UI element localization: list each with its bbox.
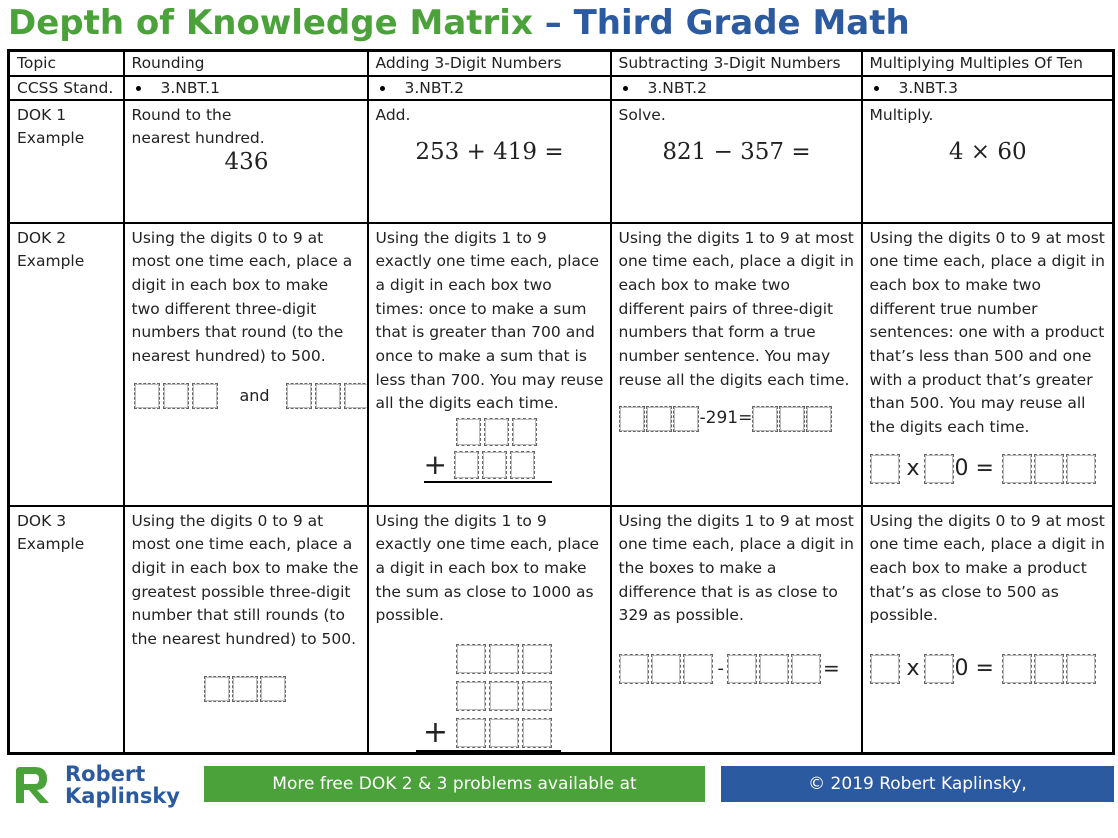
answer-box[interactable] — [489, 681, 519, 711]
plus-sign: + — [422, 715, 449, 751]
plus-sign: + — [423, 448, 447, 482]
answer-box[interactable] — [456, 418, 481, 446]
answer-box[interactable] — [791, 654, 821, 684]
dok2-rounding-cell: Using the digits 0 to 9 at most one time each, place a digit in each box to make two different three-digit numbers that round (to the nearest hundred) to 500. and — [124, 223, 368, 506]
answer-box[interactable] — [1002, 454, 1032, 484]
answer-box[interactable] — [673, 406, 699, 432]
answer-boxes: x 0 = — [870, 454, 1107, 484]
table-row — [9, 76, 1114, 100]
standard-cell: 3.NBT.3 — [862, 76, 1114, 100]
answer-box[interactable] — [232, 676, 258, 702]
table-row — [9, 223, 1114, 506]
answer-box[interactable] — [619, 654, 649, 684]
answer-box[interactable] — [651, 654, 681, 684]
answer-box[interactable] — [1034, 454, 1064, 484]
answer-box[interactable] — [1034, 654, 1064, 684]
addition-stack — [424, 418, 604, 483]
table-row — [9, 506, 1114, 754]
answer-box[interactable] — [924, 454, 954, 484]
openmiddle-promo-link[interactable]: More free DOK 2 & 3 problems available at openmiddle.com — [204, 766, 705, 802]
bullet-icon — [380, 86, 385, 91]
title-grade: Third Grade Math — [573, 3, 910, 43]
dok1-multiplying-cell: Multiply. 4 × 60 — [862, 100, 1114, 223]
dok1-adding-expression: 253 + 419 = — [415, 139, 564, 166]
dok3-label: DOK 3 Example — [9, 506, 124, 754]
answer-box[interactable] — [484, 418, 509, 446]
standard-cell: 3.NBT.2 — [611, 76, 862, 100]
column-header-subtracting: Subtracting 3-Digit Numbers — [611, 51, 862, 76]
answer-boxes: and — [134, 383, 361, 409]
dok3-subtracting-cell: Using the digits 1 to 9 at most one time each, place a digit in the boxes to make a difference that is as close to 329 as possible. - = — [611, 506, 862, 754]
answer-box[interactable] — [806, 406, 832, 432]
answer-box[interactable] — [482, 451, 507, 479]
answer-box[interactable] — [163, 383, 189, 409]
answer-box[interactable] — [489, 644, 519, 674]
answer-box[interactable] — [619, 406, 645, 432]
topic-label: Topic — [9, 51, 124, 76]
dok3-multiplying-cell: Using the digits 0 to 9 at most one time each, place a digit in each box to make a product that’s as close to 500 as possible. x 0 = — [862, 506, 1114, 754]
answer-box[interactable] — [522, 644, 552, 674]
answer-boxes: - = — [619, 654, 855, 684]
answer-box[interactable] — [522, 718, 552, 748]
answer-box[interactable] — [315, 383, 341, 409]
dok2-subtracting-cell: Using the digits 1 to 9 at most one time each, place a digit in each box to make two different pairs of three-digit numbers that form a true number sentence. You may reuse all the digits each time. -291= — [611, 223, 862, 506]
answer-box[interactable] — [522, 681, 552, 711]
standards-label: CCSS Stand. — [9, 76, 124, 100]
title-main: Depth of Knowledge Matrix — [8, 3, 533, 43]
column-header-rounding: Rounding — [124, 51, 368, 76]
answer-box[interactable] — [510, 451, 535, 479]
column-header-multiplying: Multiplying Multiples Of Ten — [862, 51, 1114, 76]
answer-box[interactable] — [456, 644, 486, 674]
answer-box[interactable] — [512, 418, 537, 446]
answer-box[interactable] — [646, 406, 672, 432]
answer-box[interactable] — [1066, 654, 1096, 684]
answer-box[interactable] — [456, 718, 486, 748]
answer-box[interactable] — [286, 383, 312, 409]
dok-matrix-table — [7, 49, 1115, 755]
dok2-multiplying-cell: Using the digits 0 to 9 at most one time each, place a digit in each box to make two different true number sentences: one with a product that’s less than 500 and one with a product that’s greater than 500. You may reuse all the digits each time. x 0 = — [862, 223, 1114, 506]
table-row — [9, 100, 1114, 223]
answer-box[interactable] — [752, 406, 778, 432]
addition-stack — [416, 644, 604, 752]
answer-boxes: -291= — [619, 406, 855, 432]
bullet-icon — [623, 86, 628, 91]
dok1-subtracting-expression: 821 − 357 = — [662, 139, 811, 166]
answer-boxes: x 0 = — [870, 654, 1107, 684]
answer-box[interactable] — [1066, 454, 1096, 484]
title-dash: – — [544, 3, 562, 43]
logo-name-first: Robert — [65, 762, 146, 786]
answer-box[interactable] — [489, 718, 519, 748]
dok1-label: DOK 1 Example — [9, 100, 124, 223]
logo-name-last: Kaplinsky — [65, 784, 180, 808]
bullet-icon — [874, 86, 879, 91]
answer-box[interactable] — [134, 383, 160, 409]
bullet-icon — [136, 86, 141, 91]
answer-box[interactable] — [192, 383, 218, 409]
answer-box[interactable] — [870, 654, 900, 684]
rk-logo-icon — [13, 765, 53, 805]
dok2-label: DOK 2 Example — [9, 223, 124, 506]
dok1-subtracting-cell: Solve. 821 − 357 = — [611, 100, 862, 223]
dok2-adding-cell: Using the digits 1 to 9 exactly one time each, place a digit in each box two times: once to make a sum that is greater than 700 and once to make a sum that is less than 700. You may reuse all the digits each time. + — [368, 223, 611, 506]
dok3-adding-cell: Using the digits 1 to 9 exactly one time each, place a digit in each box to make the sum as close to 1000 as possible. + — [368, 506, 611, 754]
dok1-adding-cell: Add. 253 + 419 = — [368, 100, 611, 223]
answer-box[interactable] — [683, 654, 713, 684]
page-title — [8, 0, 910, 46]
dok1-rounding-cell: Round to the nearest hundred. 436 — [124, 100, 368, 223]
answer-boxes — [204, 676, 361, 702]
answer-box[interactable] — [924, 654, 954, 684]
answer-box[interactable] — [456, 681, 486, 711]
dok3-rounding-cell: Using the digits 0 to 9 at most one time each, place a digit in each box to make the greatest possible three-digit number that still rounds (to the nearest hundred) to 500. — [124, 506, 368, 754]
answer-box[interactable] — [344, 383, 367, 409]
standard-cell: 3.NBT.1 — [124, 76, 368, 100]
answer-box[interactable] — [759, 654, 789, 684]
answer-box[interactable] — [870, 454, 900, 484]
dok1-rounding-expression: 436 — [224, 148, 269, 175]
standard-cell: 3.NBT.2 — [368, 76, 611, 100]
answer-box[interactable] — [779, 406, 805, 432]
table-row — [9, 51, 1114, 76]
answer-box[interactable] — [1002, 654, 1032, 684]
column-header-adding: Adding 3-Digit Numbers — [368, 51, 611, 76]
brand-logo — [13, 763, 193, 813]
answer-box[interactable] — [260, 676, 286, 702]
answer-box[interactable] — [727, 654, 757, 684]
copyright-link[interactable]: © 2019 Robert Kaplinsky, robertkaplinsky.com — [721, 766, 1114, 802]
answer-box[interactable] — [454, 451, 479, 479]
answer-box[interactable] — [204, 676, 230, 702]
dok1-multiplying-expression: 4 × 60 — [948, 139, 1027, 166]
